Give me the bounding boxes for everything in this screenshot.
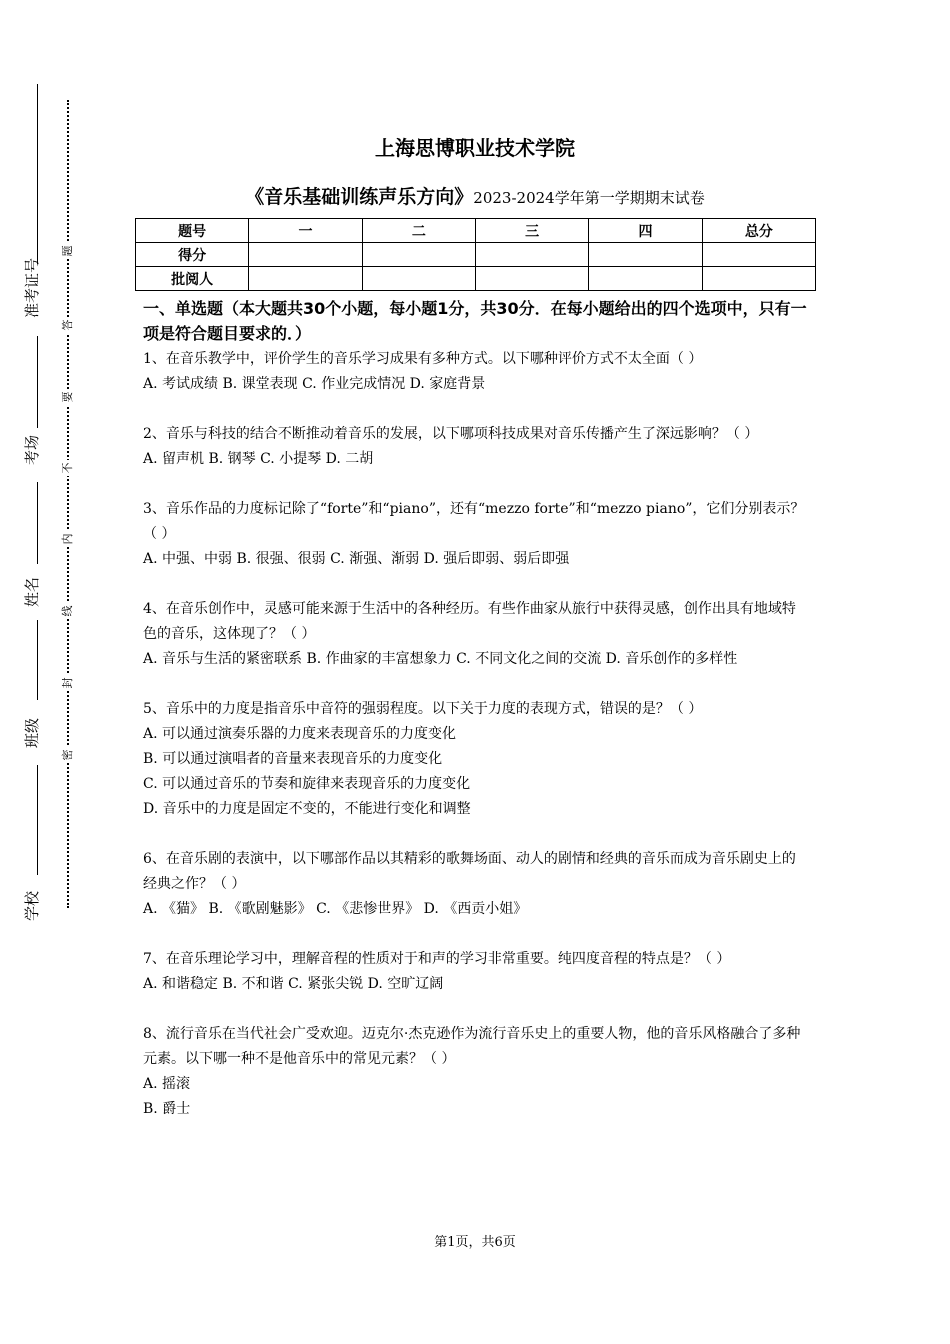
question-stem: 3、音乐作品的力度标记除了“forte”和“piano”，还有“mezzo forte”和“mezzo piano”，它们分别表示？（ ） <box>143 501 805 542</box>
score-cell[interactable] <box>249 243 362 267</box>
seal-dotted-line <box>67 100 69 908</box>
seal-char: 密 <box>61 747 75 763</box>
exam-title <box>0 182 950 209</box>
question-stem: 5、音乐中的力度是指音乐中音符的强弱程度。以下关于力度的表现方式，错误的是？（ ） <box>143 701 703 717</box>
question <box>143 422 808 472</box>
table-cell: 一 <box>249 219 362 243</box>
question-stem: 2、音乐与科技的结合不断推动着音乐的发展，以下哪项科技成果对音乐传播产生了深远影响？（ ） <box>143 426 759 442</box>
class-label: 班级 <box>23 718 41 749</box>
table-cell: 总分 <box>702 219 815 243</box>
question-stem: 6、在音乐剧的表演中，以下哪部作品以其精彩的歌舞场面、动人的剧情和经典的音乐而成为音乐剧史上的经典之作？（ ） <box>143 851 796 892</box>
question <box>143 947 808 997</box>
question-option: A. 摇滚 <box>143 1076 191 1092</box>
question-stem: 1、在音乐教学中，评价学生的音乐学习成果有多种方式。以下哪种评价方式不太全面（ ） <box>143 351 703 367</box>
school-label: 学校 <box>23 891 41 922</box>
exam-room-label: 考场 <box>23 435 41 466</box>
reviewer-cell[interactable] <box>249 267 362 291</box>
seal-char: 答 <box>61 317 75 333</box>
question-option: B. 爵士 <box>143 1101 191 1117</box>
field-line <box>37 482 38 564</box>
school-title: 上海思博职业技术学院 <box>375 136 575 160</box>
reviewer-cell[interactable] <box>475 267 588 291</box>
seal-char: 封 <box>61 675 75 691</box>
question <box>143 597 808 672</box>
table-row <box>136 267 816 291</box>
field-line <box>37 620 38 700</box>
score-table <box>135 218 816 291</box>
score-cell[interactable] <box>589 243 702 267</box>
question-stem: 8、流行音乐在当代社会广受欢迎。迈克尔·杰克逊作为流行音乐史上的重要人物，他的音乐风格融合了多种元素。以下哪一种不是他音乐中的常见元素？（ ） <box>143 1026 801 1067</box>
table-row <box>136 243 816 267</box>
question-options: A. 中强、中弱 B. 很强、很弱 C. 渐强、渐弱 D. 强后即弱、弱后即强 <box>143 551 570 567</box>
name-label: 姓名 <box>23 577 41 608</box>
score-table-header <box>136 219 816 243</box>
reviewer-row-label: 批阅人 <box>136 267 249 291</box>
exam-content <box>143 296 808 1122</box>
seal-char: 题 <box>61 243 75 259</box>
question-stem: 4、在音乐创作中，灵感可能来源于生活中的各种经历。有些作曲家从旅行中获得灵感，创作出具有地域特色的音乐，这体现了？（ ） <box>143 601 796 642</box>
table-cell: 题号 <box>136 219 249 243</box>
question-options: A. 和谐稳定 B. 不和谐 C. 紧张尖锐 D. 空旷辽阔 <box>143 976 444 992</box>
score-row-label: 得分 <box>136 243 249 267</box>
section-title: 一、单选题（本大题共30个小题，每小题1分，共30分．在每小题给出的四个选项中，只有一项是符合题目要求的．） <box>143 299 807 343</box>
question <box>143 697 808 822</box>
reviewer-cell[interactable] <box>362 267 475 291</box>
field-line <box>37 765 38 875</box>
question-stem: 7、在音乐理论学习中，理解音程的性质对于和声的学习非常重要。纯四度音程的特点是？（ ） <box>143 951 731 967</box>
question-option: A. 可以通过演奏乐器的力度来表现音乐的力度变化 <box>143 726 457 742</box>
question-options: A. 考试成绩 B. 课堂表现 C. 作业完成情况 D. 家庭背景 <box>143 376 486 392</box>
score-cell[interactable] <box>702 243 815 267</box>
question <box>143 497 808 572</box>
page-number: 第1页，共6页 <box>434 1235 516 1250</box>
field-line <box>37 84 38 264</box>
seal-char: 内 <box>61 531 75 547</box>
question <box>143 847 808 922</box>
table-cell: 三 <box>475 219 588 243</box>
seal-char: 要 <box>61 389 75 405</box>
score-cell[interactable] <box>362 243 475 267</box>
question <box>143 1022 808 1122</box>
reviewer-cell[interactable] <box>589 267 702 291</box>
seal-char: 线 <box>61 603 75 619</box>
reviewer-cell[interactable] <box>702 267 815 291</box>
table-cell: 二 <box>362 219 475 243</box>
question-options: A. 音乐与生活的紧密联系 B. 作曲家的丰富想象力 C. 不同文化之间的交流 D. 音乐创作的多样性 <box>143 651 738 667</box>
question-options: A. 留声机 B. 钢琴 C. 小提琴 D. 二胡 <box>143 451 374 467</box>
question-options: A. 《猫》 B. 《歌剧魅影》 C. 《悲惨世界》 D. 《西贡小姐》 <box>143 901 528 917</box>
field-line <box>37 336 38 428</box>
term-text: 2023-2024学年第一学期期末试卷 <box>473 189 705 207</box>
question-option: B. 可以通过演唱者的音量来表现音乐的力度变化 <box>143 751 443 767</box>
score-cell[interactable] <box>475 243 588 267</box>
question-option: C. 可以通过音乐的节奏和旋律来表现音乐的力度变化 <box>143 776 471 792</box>
seal-char: 不 <box>61 460 75 476</box>
course-name: 《音乐基础训练声乐方向》 <box>245 186 474 208</box>
exam-id-label: 准考证号 <box>23 257 41 318</box>
question <box>143 347 808 397</box>
question-option: D. 音乐中的力度是固定不变的，不能进行变化和调整 <box>143 801 471 817</box>
table-cell: 四 <box>589 219 702 243</box>
